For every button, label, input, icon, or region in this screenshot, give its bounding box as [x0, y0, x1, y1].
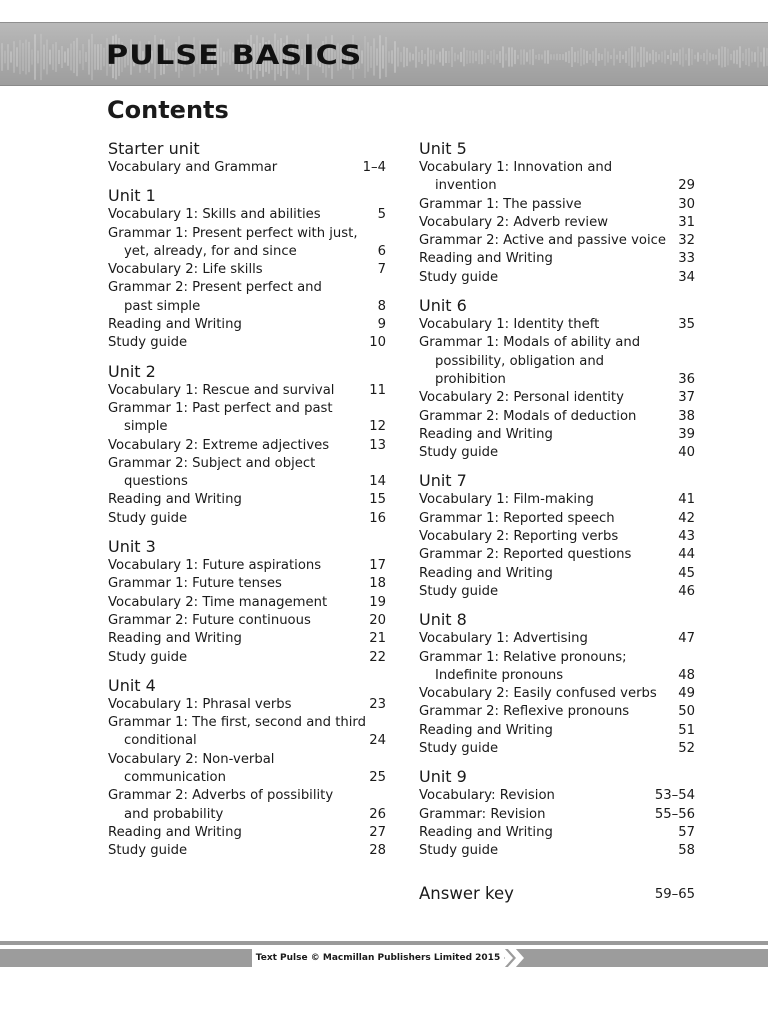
contents-entry	[108, 225, 386, 262]
entry-title: Study guide	[419, 445, 499, 461]
contents-entry	[419, 159, 695, 196]
entry-title: and probability	[124, 806, 224, 822]
answer-key-page: 59–65	[654, 887, 695, 902]
contents-entry	[108, 575, 386, 593]
entry-page-number: 38	[678, 408, 695, 424]
unit-section	[419, 766, 695, 860]
entry-page-number: 13	[369, 437, 386, 453]
entry-page-number: 44	[678, 547, 695, 563]
entry-page-number: 8	[377, 298, 386, 314]
entry-title: Vocabulary 2: Life skills	[108, 262, 263, 278]
entry-page-number: 18	[369, 576, 386, 592]
entry-title: Vocabulary: Revision	[419, 788, 555, 804]
contents-entry	[419, 491, 695, 509]
entry-title: Reading and Writing	[419, 426, 553, 442]
contents-entry	[419, 722, 695, 740]
entry-page-number: 11	[369, 382, 386, 398]
entry-title: Study guide	[108, 335, 188, 351]
contents-right-column	[419, 138, 695, 861]
entry-page-number: 42	[678, 510, 695, 526]
unit-heading: Unit 3	[108, 537, 156, 557]
unit-heading: Unit 6	[419, 296, 467, 316]
contents-entry	[108, 510, 386, 528]
entry-title: Study guide	[419, 269, 499, 285]
answer-key-label: Answer key	[419, 884, 514, 903]
entry-title: conditional	[124, 733, 197, 749]
entry-page-number: 16	[369, 510, 386, 526]
unit-heading: Unit 9	[419, 767, 467, 787]
entry-page-number: 39	[678, 426, 695, 442]
contents-entry	[419, 583, 695, 601]
contents-entry	[419, 196, 695, 214]
entry-page-number: 23	[369, 696, 386, 712]
entry-page-number: 19	[369, 594, 386, 610]
entry-title: Vocabulary 1: Innovation and	[419, 160, 613, 175]
entry-title: Grammar 2: Modals of deduction	[419, 408, 637, 424]
contents-entry	[108, 714, 386, 751]
entry-title: Vocabulary 2: Adverb review	[419, 214, 608, 230]
entry-page-number: 6	[377, 243, 386, 259]
entry-page-number: 43	[678, 529, 695, 545]
entry-page-number: 46	[678, 583, 695, 599]
entry-page-number: 58	[678, 843, 695, 859]
entry-page-number: 50	[678, 704, 695, 720]
contents-entry	[108, 400, 386, 437]
entry-page-number: 34	[678, 269, 695, 285]
entry-page-number: 9	[377, 317, 386, 333]
entry-page-number: 1–4	[362, 160, 386, 175]
entry-title: Vocabulary 2: Reporting verbs	[419, 529, 619, 545]
entry-title: Vocabulary and Grammar	[108, 160, 278, 175]
entry-title: Vocabulary 1: Phrasal verbs	[108, 696, 292, 712]
entry-title: Vocabulary 2: Easily confused verbs	[419, 686, 657, 702]
entry-title: Grammar 2: Future continuous	[108, 612, 311, 628]
entry-title: Grammar 2: Reported questions	[419, 547, 632, 563]
chevron-right-icon	[496, 948, 528, 968]
contents-entry	[108, 455, 386, 492]
entry-page-number: 15	[369, 492, 386, 508]
entry-title: prohibition	[435, 371, 506, 387]
contents-entry	[419, 269, 695, 287]
unit-heading: Unit 2	[108, 361, 156, 381]
entry-title: Study guide	[108, 510, 188, 526]
unit-heading: Starter unit	[108, 139, 200, 158]
entry-title: Grammar 2: Present perfect and	[108, 280, 322, 296]
entry-page-number: 40	[678, 445, 695, 461]
contents-entry	[108, 316, 386, 334]
unit-section	[108, 138, 386, 177]
contents-entry	[108, 279, 386, 316]
entry-title: Study guide	[419, 843, 499, 859]
contents-entry	[108, 382, 386, 400]
entry-title: past simple	[124, 298, 201, 314]
entry-title: Reading and Writing	[108, 492, 242, 508]
entry-title: Vocabulary 1: Identity theft	[419, 317, 600, 333]
entry-title: Reading and Writing	[419, 251, 553, 267]
contents-entry	[419, 510, 695, 528]
entry-page-number: 17	[369, 558, 386, 574]
entry-title: Grammar 1: The first, second and third	[108, 715, 366, 731]
entry-title: Vocabulary 2: Time management	[108, 594, 328, 610]
entry-page-number: 48	[678, 667, 695, 683]
entry-title: Grammar 2: Active and passive voice	[419, 233, 666, 249]
entry-page-number: 45	[678, 565, 695, 581]
entry-title: possibility, obligation and	[435, 353, 605, 369]
entry-page-number: 22	[369, 649, 386, 665]
contents-entry	[108, 612, 386, 630]
contents-entry	[108, 557, 386, 575]
contents-entry	[419, 528, 695, 546]
entry-title: simple	[124, 419, 168, 435]
entry-title: Reading and Writing	[108, 317, 242, 333]
entry-title: Grammar 1: Present perfect with just,	[108, 225, 358, 241]
contents-entry	[419, 389, 695, 407]
entry-page-number: 31	[678, 214, 695, 230]
contents-entry	[108, 630, 386, 648]
brand-logo: PULSE BASICS	[106, 40, 363, 71]
contents-entry	[108, 334, 386, 352]
contents-entry	[419, 649, 695, 686]
contents-entry	[419, 426, 695, 444]
entry-page-number: 28	[369, 843, 386, 859]
contents-entry	[419, 334, 695, 389]
entry-title: Study guide	[108, 843, 188, 859]
contents-entry	[419, 546, 695, 564]
entry-page-number: 7	[377, 262, 386, 278]
unit-heading: Unit 5	[419, 139, 467, 158]
contents-entry	[419, 842, 695, 860]
entry-page-number: 36	[678, 371, 695, 387]
contents-entry	[419, 630, 695, 648]
entry-title: Indefinite pronouns	[435, 667, 564, 683]
entry-page-number: 33	[678, 251, 695, 267]
entry-title: Vocabulary 1: Rescue and survival	[108, 382, 335, 398]
entry-page-number: 20	[369, 612, 386, 628]
contents-entry	[419, 824, 695, 842]
page-title: Contents	[107, 96, 229, 124]
entry-page-number: 52	[678, 741, 695, 757]
unit-section	[108, 361, 386, 528]
entry-title: Study guide	[419, 741, 499, 757]
contents-entry	[108, 594, 386, 612]
contents-entry	[419, 703, 695, 721]
contents-entry	[419, 250, 695, 268]
entry-page-number: 30	[678, 196, 695, 212]
entry-page-number: 37	[678, 390, 695, 406]
contents-entry	[108, 696, 386, 714]
unit-heading: Unit 4	[108, 675, 156, 695]
footer-copyright: Text Pulse © Macmillan Publishers Limited 2015	[252, 948, 504, 968]
entry-page-number: 21	[369, 631, 386, 647]
unit-section	[419, 138, 695, 287]
contents-entry	[108, 159, 386, 177]
entry-title: Grammar 1: Modals of ability and	[419, 335, 641, 351]
entry-title: Grammar 2: Subject and object	[108, 455, 316, 471]
contents-entry	[108, 824, 386, 842]
unit-section	[108, 185, 386, 352]
contents-entry	[419, 408, 695, 426]
entry-title: Reading and Writing	[108, 631, 242, 647]
entry-page-number: 32	[678, 233, 695, 249]
entry-title: Reading and Writing	[419, 824, 553, 840]
entry-page-number: 53–54	[654, 788, 695, 804]
contents-entry	[419, 685, 695, 703]
entry-title: Reading and Writing	[419, 722, 553, 738]
entry-page-number: 12	[369, 419, 386, 435]
unit-section	[108, 675, 386, 861]
entry-title: Grammar 2: Reflexive pronouns	[419, 704, 630, 720]
entry-title: Grammar 1: Relative pronouns;	[419, 649, 627, 665]
entry-page-number: 25	[369, 770, 386, 786]
unit-heading: Unit 1	[108, 186, 156, 206]
entry-title: Vocabulary 2: Extreme adjectives	[108, 437, 330, 453]
contents-entry	[419, 444, 695, 462]
entry-title: questions	[124, 474, 188, 490]
entry-title: Reading and Writing	[419, 565, 553, 581]
entry-title: Reading and Writing	[108, 824, 242, 840]
contents-entry	[419, 232, 695, 250]
entry-title: Study guide	[419, 583, 499, 599]
page-header	[0, 22, 768, 86]
contents-entry	[419, 214, 695, 232]
entry-page-number: 41	[678, 492, 695, 508]
entry-page-number: 47	[678, 631, 695, 647]
contents-entry	[108, 491, 386, 509]
entry-page-number: 27	[369, 824, 386, 840]
contents-entry	[419, 565, 695, 583]
unit-section	[419, 609, 695, 758]
unit-heading: Unit 8	[419, 610, 467, 630]
entry-title: Grammar 1: Past perfect and past	[108, 400, 333, 416]
entry-page-number: 35	[678, 317, 695, 333]
contents-entry	[108, 787, 386, 824]
entry-title: Vocabulary 1: Advertising	[419, 631, 588, 647]
contents-entry	[419, 740, 695, 758]
entry-title: Vocabulary 2: Non-verbal	[108, 751, 275, 767]
entry-page-number: 51	[678, 722, 695, 738]
contents-left-column	[108, 138, 386, 861]
answer-key-entry	[419, 882, 695, 906]
entry-title: Vocabulary 1: Skills and abilities	[108, 207, 321, 223]
unit-section	[419, 470, 695, 601]
entry-page-number: 26	[369, 806, 386, 822]
footer-divider	[0, 941, 768, 945]
entry-title: Grammar 1: The passive	[419, 196, 582, 212]
entry-title: Grammar: Revision	[419, 806, 546, 822]
entry-page-number: 29	[678, 178, 695, 194]
unit-heading: Unit 7	[419, 471, 467, 491]
entry-page-number: 55–56	[654, 806, 695, 822]
entry-title: Vocabulary 1: Film-making	[419, 492, 594, 508]
entry-page-number: 10	[369, 335, 386, 351]
contents-entry	[108, 437, 386, 455]
contents-entry	[108, 842, 386, 860]
unit-section	[419, 295, 695, 462]
entry-title: Vocabulary 1: Future aspirations	[108, 558, 322, 574]
entry-title: communication	[124, 770, 226, 786]
entry-title: Grammar 1: Future tenses	[108, 576, 282, 592]
entry-title: Grammar 1: Reported speech	[419, 510, 615, 526]
entry-title: invention	[435, 178, 497, 194]
entry-title: yet, already, for and since	[124, 243, 297, 259]
contents-entry	[419, 316, 695, 334]
entry-title: Vocabulary 2: Personal identity	[419, 390, 624, 406]
contents-entry	[108, 751, 386, 788]
contents-entry	[108, 206, 386, 224]
contents-entry	[108, 649, 386, 667]
contents-entry	[108, 261, 386, 279]
entry-title: Study guide	[108, 649, 188, 665]
entry-page-number: 49	[678, 686, 695, 702]
unit-section	[108, 536, 386, 667]
entry-page-number: 24	[369, 733, 386, 749]
contents-entry	[419, 806, 695, 824]
entry-page-number: 14	[369, 474, 386, 490]
contents-entry	[419, 787, 695, 805]
entry-page-number: 57	[678, 824, 695, 840]
entry-page-number: 5	[377, 207, 386, 223]
entry-title: Grammar 2: Adverbs of possibility	[108, 788, 334, 804]
